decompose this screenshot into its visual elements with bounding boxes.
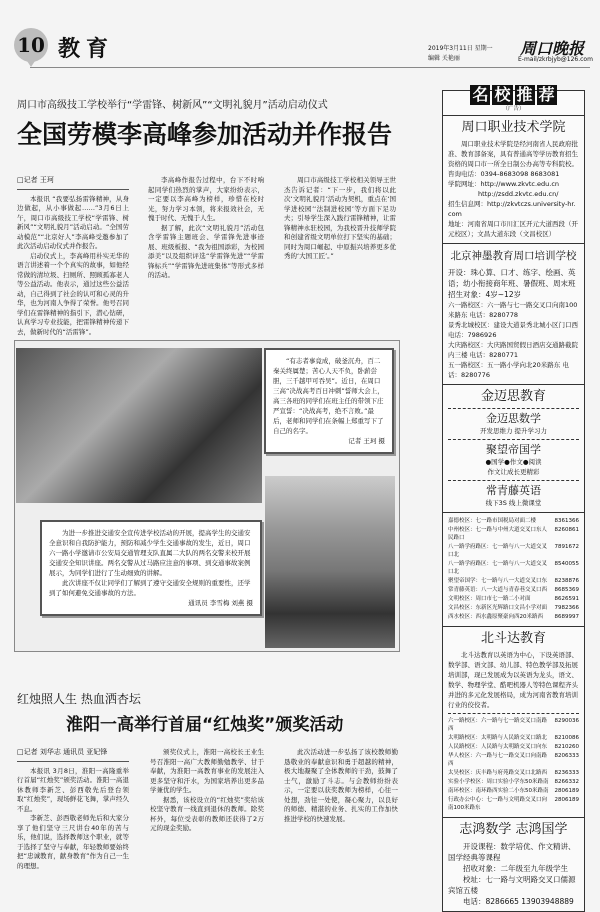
ad-line: 六一路校区：六一路与七一路交叉口向南100米路东 电话：8280778 (448, 301, 578, 319)
article1-column-3 (284, 176, 396, 262)
ad-zhihong (443, 818, 584, 911)
ad-beidouda (443, 627, 584, 818)
campus-phone: 8540055 (554, 561, 579, 567)
article1-column-1 (17, 176, 129, 337)
campus-phone: 8685369 (554, 587, 579, 593)
campus-address: 人民路校区：人民路与太明路交叉口向东 (448, 744, 548, 750)
ad-jinmaisi (443, 385, 584, 513)
paragraph: 颁奖仪式上，淮阳一高校长王业生号召淮阳一高广大教师勤勉教学、甘于奉献，为淮阳一高教育事业的发展注入更多坚守和汗水，为国家培养出更多品学兼优的学生。 (150, 748, 264, 794)
ad-line: 五一路校区：五一路小学向北20米路东 电话：8280776 (448, 361, 569, 379)
ad-line: 招生对象：4岁~12岁 (448, 290, 522, 299)
campus-row (448, 613, 579, 621)
campus-phone: 8290036 (554, 718, 579, 724)
photo-caption-1 (264, 348, 394, 454)
ad-title: 北斗达教育 (480, 631, 546, 646)
paragraph: 本报讯 3月8日，淮阳一高隆重举行首届“红烛奖”颁奖活动。淮阳一高退休教师李新芝、彭西敬先后登台领取“红烛奖”，现场鲜花飞舞，掌声经久不息。 (17, 766, 129, 813)
article2-column-3 (284, 748, 398, 824)
campus-address: 行政办公中心：七一路与文明路交叉口向南100米路东 (448, 797, 548, 811)
ad-title: 志鸿数学 志鸿国学 (459, 822, 568, 837)
campus-row (448, 717, 579, 733)
photo-caption-2 (40, 520, 262, 616)
ad-line: 招收对象：二年级至九年级学生 (463, 864, 568, 873)
ad-line: 大庆路校区：大庆路国贸假日酒店交通路截院内三楼 电话：8280771 (448, 341, 578, 359)
ad-body: 北斗达教育以英语为中心，下设英语部、数学部、语文部、幼儿部、特色教学部及拓展培训部，现已发展成为以英语为龙头，语文、数学、物理学堂、酷吧机器人等特色课程齐头并进的多元化发展格局，成为河南省教育培训行业的佼佼者。 (448, 651, 578, 709)
campus-phone: 2806189 (554, 788, 579, 794)
campus-phone: 2806189 (554, 797, 579, 803)
ad-shenmo (443, 244, 584, 385)
school-ads-column (442, 85, 585, 912)
ad-body: 周口职业技术学院是经河南省人民政府批准、教育部备案，具有普通高等学历教育招生资格的周口市一所全日制公办高等专科院校。 (448, 140, 578, 168)
article1-byline: □记者 王珂 (17, 176, 129, 190)
campus-address: 文昌校区：东新区光辉路口文昌小学对面 (448, 605, 548, 611)
paragraph: 据悉，该校设立的“红烛奖”奖给该校坚守教育一线直到退休的教师。除奖杯外，每位受表彰的教师还获得了2万元的现金奖励。 (150, 795, 264, 832)
campus-phone: 8689997 (554, 614, 579, 620)
campus-row (448, 752, 579, 768)
email: E-mail/zkrbjyb@126.com (518, 56, 593, 63)
ad-line: 开设课程：数学培优、作文精讲、国学经典等课程 (448, 842, 576, 862)
issue-date: 2019年3月11日 星期一 (428, 45, 493, 52)
campus-row (448, 787, 579, 795)
campus-row (448, 577, 579, 585)
article2-column-1 (17, 748, 129, 871)
article1-subtitle: 周口市高级技工学校举行“学雷锋、树新风”“文明礼貌月”活动启动仪式 (17, 100, 328, 111)
header-char: 推 (516, 85, 533, 104)
ad-line: 开设：珠心算、口才、练字、绘画、英语；幼小衔接商年班、暑假班、周末班 (448, 268, 576, 288)
ads-header (443, 85, 584, 116)
article2-column-2 (150, 748, 264, 834)
campus-row (448, 543, 579, 559)
newspaper-logo: 周口晚报 (520, 39, 585, 58)
campus-row (448, 604, 579, 612)
campus-phone: 8238876 (554, 578, 579, 584)
masthead-divider (30, 67, 590, 68)
editor: 编辑 关艳丽 (428, 55, 460, 62)
campus-row (448, 734, 579, 742)
ad-note: （广告） (502, 106, 525, 112)
ad-slogan: 作文让成长更精彩 (487, 468, 540, 476)
jinmaisi-campus-list (443, 513, 584, 627)
campus-phone: 8206333 (554, 753, 579, 759)
caption-credit: 通讯员 李雪梅 刘燕 摄 (188, 599, 253, 607)
campus-row (448, 595, 579, 603)
masthead-info (428, 44, 514, 64)
ad-line: 地址：河南省周口市川汇区开元大道西段（开元校区）；文昌大道东段（文昌校区） (448, 220, 578, 238)
caption-text: 此次讲座不仅让同学们了解到了遵守交通安全规则的重要性，还学到了如何避免交通事故的方法。 (49, 579, 251, 597)
ad-line: 学院网址：http://www.zkvtc.edu.cn (448, 180, 560, 188)
campus-row (448, 743, 579, 751)
paragraph: 李新芝、彭西敬老师先后和大家分享了他们坚守三尺讲台40年的苦与乐，他们说，选择教师这个职业，就等于选择了坚守与奉献，年轻教师要始终把“忠诚教育，献身教育”作为自己一生的理想。 (17, 814, 129, 870)
campus-phone: 8260861 (554, 527, 579, 533)
article1-headline: 全国劳模李高峰参加活动并作报告 (17, 120, 393, 149)
campus-address: 实验小学校区：周口实验小学东50米路南 (448, 779, 549, 785)
ad-line: 电话：8286665 13903948889 (463, 897, 574, 906)
beidouda-campus-list (448, 717, 579, 812)
campus-row (448, 796, 579, 812)
campus-address: 中州校区：七一路与中州大道交叉口东人民路口 (448, 527, 548, 541)
campus-address: 太明路校区：太明路与人民路交叉口路北 (448, 735, 548, 741)
campus-phone: 7982366 (554, 605, 579, 611)
campus-address: 南环校区：南环路西实验二小东50米路南 (448, 788, 549, 794)
ad-brand: 金迈思数学 (486, 412, 541, 425)
paragraph: 此次活动进一步弘扬了该校教师勤恳敬业的奉献意识和勇于超越的精神，极大地凝聚了全体教师的干劲，鼓舞了士气，激励了斗志。与会教师纷纷表示，一定要以获奖教师为榜样，心往一处想，劲往一处使，凝心聚力，以良好的师德、精湛的业务、扎实的工作加快推进学校的快速发展。 (284, 748, 398, 823)
header-char: 名 (472, 85, 489, 104)
ad-line: http://zsdd.zkvtc.edu.cn/ (478, 190, 559, 198)
campus-address: 西水校区：西水鑫原聚豪向西20米路西 (448, 614, 543, 620)
caption-text: “有志者事竟成，破釜沉舟，百二秦关终属楚；苦心人天不负，卧薪尝胆，三千越甲可吞吴”。近日，在周口三高“决战高考百日冲刺”誓师大会上，高三各班的同学们在班主任的带领下庄严宣誓：“决战高考，绝不言败。”最后，老师和同学们在条幅上郑重写下了自己的名字。 (273, 357, 384, 435)
photo-traffic-lecture (265, 476, 395, 648)
campus-row (448, 778, 579, 786)
campus-phone: 8361366 (554, 518, 579, 524)
campus-row (448, 526, 579, 542)
article2-byline: □记者 刘华志 通讯员 亚妃锋 (17, 748, 129, 762)
ad-line: 校址：七一路与文明路交叉口儒源宾馆五楼 (448, 875, 576, 895)
campus-phone: 8626591 (554, 596, 579, 602)
campus-address: 太昊校区：庆丰路与府苑路交叉口北路西 (448, 770, 548, 776)
paragraph: 启动仪式上，李高峰用朴实无华的语言讲述着一个个真实的故事，如他经常做的清垃圾、扫厕所、照顾孤寡老人等公益活动。他表示，通过这些公益活动，自己得到了社会的认可和心灵的升华，也为河南人争得了荣誉。他号召同学们在雷锋精神的指引下，潜心钻研，认真学习专业技能，把雷锋精神传递下去，做新时代的“活雷锋”。 (17, 251, 129, 336)
article2-subtitle: 红烛照人生 热血洒杏坛 (17, 692, 141, 706)
campus-address: 常青藤英语：八一大道与青春巷交叉口西 (448, 587, 548, 593)
campus-address: 文明校区：周口市七一路二小对面 (448, 596, 531, 602)
ad-zkvtc (443, 116, 584, 244)
campus-address: 聚望帝国学：七一路与八一大道交叉口东 (448, 578, 548, 584)
ad-line: 招生信息网：http://zkvtczs.university-hr.com (448, 200, 576, 218)
campus-phone: 8210086 (554, 735, 579, 741)
section-title: 教育 (58, 36, 115, 62)
ad-line: 景秀北城校区：建设大道景秀北城小区门口西 电话：7986926 (448, 321, 578, 339)
campus-row (448, 586, 579, 594)
ad-brand: 常青藤英语 (486, 484, 541, 497)
ad-brand: 聚望帝国学 (486, 443, 541, 456)
photo-students-signing (16, 348, 262, 503)
campus-address: 华人校区：六一路与七一路交叉口向南路西 (448, 753, 548, 767)
ad-line: 咨询电话：0394-8683098 8683081 (448, 170, 560, 178)
campus-address: 六一路校区：六一路与七一路交叉口南路西 (448, 718, 548, 732)
campus-row (448, 517, 579, 525)
ad-slogan: 开发思维力 提升学习力 (479, 427, 548, 435)
paragraph: 据了解，此次“文明礼貌月”活动包含学雷锋主题班会、学雷锋先进事迹展、班级板报、“我为祖国添彩，为校园添美”以及组织评选“学雷锋先进”“学雷锋标兵”“学雷锋先进班集体”等形式多样的活动。 (148, 223, 264, 279)
campus-row (448, 560, 579, 576)
caption-credit: 记者 王珂 摄 (348, 437, 385, 445)
article1-column-2 (148, 176, 264, 281)
campus-row (448, 769, 579, 777)
ad-slogan: 线下3S 线上微课堂 (485, 499, 542, 507)
campus-phone: 8210260 (554, 744, 579, 750)
header-char: 校 (494, 85, 511, 104)
header-char: 荐 (538, 85, 555, 104)
campus-address: 八一路学府路区：七一路与八一大道交叉口北 (448, 544, 548, 558)
caption-text: 为进一步推进交通安全宣传进学校活动的开展，提高学生的交通安全意识和自我防护能力，预防和减少学生交通事故的发生，近日，周口六一路小学邀请市公安局交通管理支队直属二大队的两名交警来校开展交通安全知识讲座。两名交警从过马路应注意的事项、到交通事故案例展示，为同学们进行了生动细致的讲解。 (49, 529, 251, 577)
campus-phone: 8266332 (554, 779, 579, 785)
paragraph: 周口市高级技工学校相关领导王世杰告诉记者：“下一步，我们将以此次‘文明礼貌月’活动为契机，重点在‘国学进校园’‘法制进校园’等方面下足功夫；引导学生深入践行雷锋精神，让雷锋精神永驻校园，为我校晋升技师学院和创建省级文明单位打下坚实的基础；同时为周口崛起、中原振兴培养更多优秀的‘大国工匠’。” (284, 176, 396, 260)
paragraph: 本报讯 “我要弘扬雷锋精神，从身边做起，从小事做起……”3月6日上午，周口市高级技工学校“学雷锋、树新风”“文明礼貌月”活动启动。“全国劳动模范”“北京好人”李高峰受邀参加了此次活动启动仪式并作报告。 (17, 194, 129, 250)
ad-title: 金迈思教育 (480, 389, 546, 404)
page-number-badge: 10 (14, 28, 48, 62)
ad-title: 北京神墨教育周口培训学校 (450, 250, 577, 262)
campus-address: 八一路学府路区：七一路与八一大道交叉口北 (448, 561, 548, 575)
ad-title: 周口职业技术学院 (461, 120, 566, 135)
ad-slogan: ●国学●作文●阅读 (485, 458, 542, 466)
campus-phone: 7891672 (554, 544, 579, 550)
paragraph: 李高峰作报告过程中，台下不时响起同学们热烈的掌声，大家纷纷表示，一定要以李高峰为榜样，珍惜在校时光，努力学习本领，将来报效社会，无愧于时代、无愧于人生。 (148, 176, 264, 222)
campus-address: 嘉德校区：七一路市国税局对面二楼 (448, 518, 537, 524)
campus-phone: 8236333 (554, 770, 579, 776)
article2-headline: 淮阳一高举行首届“红烛奖”颁奖活动 (66, 715, 344, 735)
